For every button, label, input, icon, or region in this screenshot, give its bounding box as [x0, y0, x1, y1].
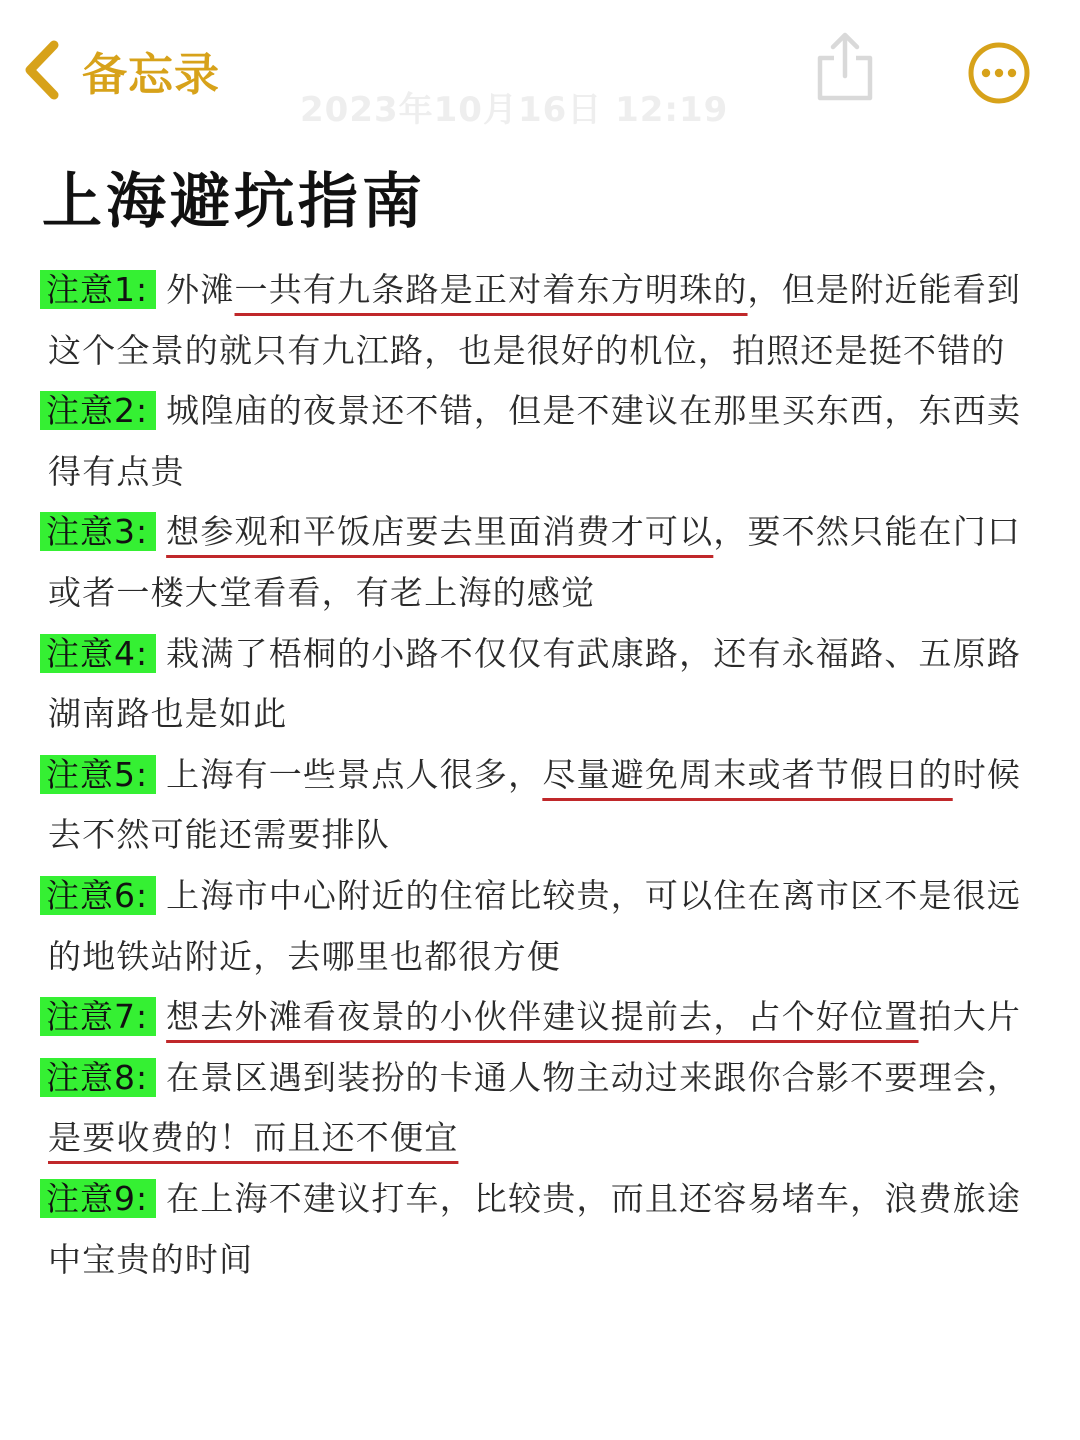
note-item: [48, 866, 1038, 987]
note-item: [48, 1048, 1038, 1169]
top-bar: [0, 0, 1080, 140]
note-underlined-text: 尽量避免周末或者节假日的: [542, 754, 953, 794]
back-button[interactable]: [22, 38, 220, 102]
note-item: [48, 745, 1038, 866]
note-underlined-text: 想去外滩看夜景的小伙伴建议提前去，占个好位置: [166, 997, 919, 1037]
note-item: [48, 987, 1038, 1048]
note-text: 在上海不建议打车，比较贵，而且还容易堵车，浪费旅途中宝贵的时间: [48, 1178, 1022, 1279]
note-tag: 注意9:: [40, 1179, 156, 1218]
note-text: 城隍庙的夜景还不错，但是不建议在那里买东西，东西卖得有点贵: [48, 391, 1022, 491]
note-text: 在景区遇到装扮的卡通人物主动过来跟你合影不要理会，: [166, 1057, 1022, 1097]
note-item: [48, 502, 1038, 623]
note-tag: 注意7:: [40, 997, 156, 1036]
note-item: [48, 624, 1038, 745]
note-text: 栽满了梧桐的小路不仅仅有武康路，还有永福路、五原路湖南路也是如此: [48, 633, 1022, 734]
note-item: [48, 381, 1038, 502]
note-text: 上海市中心附近的住宿比较贵，可以住在离市区不是很远的地铁站附近，去哪里也都很方便: [48, 875, 1022, 976]
note-tag: 注意1:: [40, 270, 156, 309]
note-tag: 注意4:: [40, 634, 156, 673]
note-text: ，要不然只能在门口或者一楼大堂看看，有老上海的感觉: [48, 512, 1022, 612]
note-tag: 注意6:: [40, 876, 156, 915]
note-tag: 注意3:: [40, 512, 156, 551]
note-underlined-text: 是要收费的！而且还不便宜: [48, 1118, 459, 1158]
note-title: 上海避坑指南: [42, 167, 426, 237]
note-text: 外滩: [166, 270, 235, 309]
note-tag: 注意5:: [40, 755, 156, 794]
note-body[interactable]: [48, 260, 1038, 1290]
note-text: 上海有一些景点人很多，: [166, 754, 543, 794]
note-item: [48, 260, 1038, 381]
note-item: [48, 1169, 1038, 1290]
note-underlined-text: 一共有九条路是正对着东方明珠的: [234, 270, 748, 309]
back-label: 备忘录: [82, 47, 221, 101]
more-icon[interactable]: [966, 40, 1032, 106]
note-underlined-text: 想参观和平饭店要去里面消费才可以: [166, 512, 714, 552]
note-timestamp: 2023年10月16日 12:19: [300, 90, 729, 130]
note-tag: 注意2:: [40, 391, 156, 430]
note-text: 时候去不然可能还需要排队: [48, 754, 1022, 855]
note-text: ，但是附近能看到这个全景的就只有九江路，也是很好的机位，拍照还是挺不错的: [48, 270, 1022, 370]
note-text: 拍大片: [918, 997, 1022, 1037]
note-tag: 注意8:: [40, 1058, 156, 1097]
share-icon[interactable]: [812, 30, 878, 106]
chevron-left-icon: [22, 39, 62, 101]
